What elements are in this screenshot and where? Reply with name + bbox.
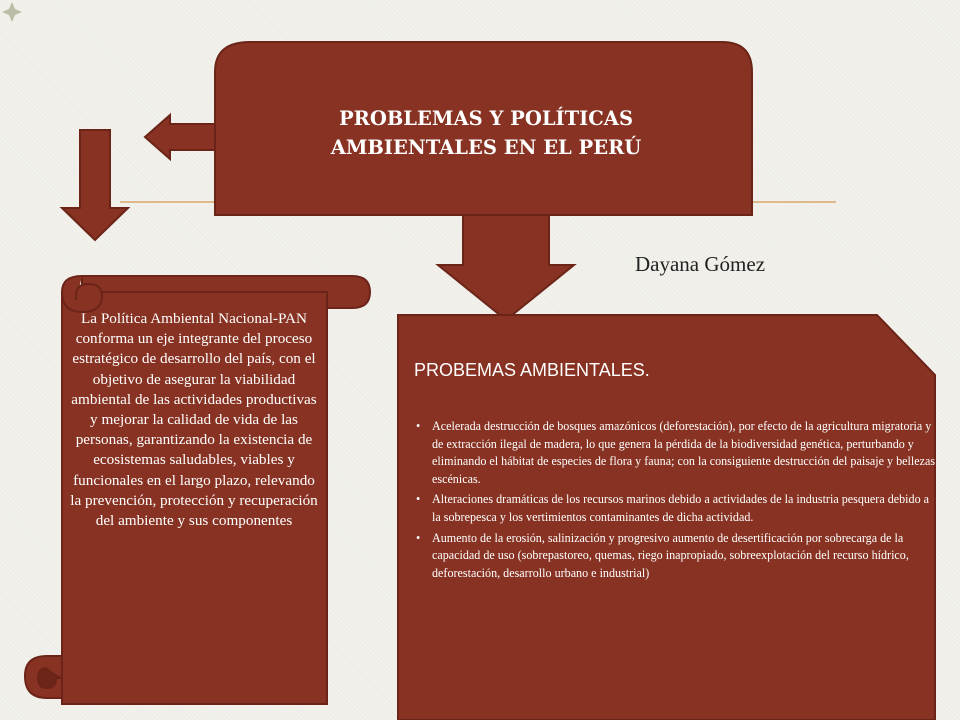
corner-marker-icon [2, 2, 22, 22]
problem-text: Alteraciones dramáticas de los recursos marinos debido a actividades de la industria pesquera debido a la sobrepesca y los vertimientos contaminantes de dicha actividad. [432, 492, 930, 524]
list-item [416, 491, 936, 526]
problems-heading: PROBEMAS AMBIENTALES. [414, 360, 650, 380]
problems-list [416, 418, 936, 585]
down-arrow-center-icon [438, 212, 574, 320]
down-arrow-left-icon [62, 130, 128, 240]
policy-text: La Política Ambiental Nacional-PAN conforma un eje integrante del proceso estratégico de desarrollo del país, con el objetivo de asegurar la viabilidad ambiental de las actividades productivas y mejorar la calidad de vida de las personas, garantizando la existencia de ecosistemas saludables, viables y funcionales en el largo plazo, relevando la prevención, protección y recuperación del ambiente y sus componentes [70, 310, 318, 530]
bullet-icon: • [416, 492, 421, 507]
left-arrow-icon [145, 115, 220, 159]
bullet-icon: • [416, 530, 421, 545]
problem-text: Acelerada destrucción de bosques amazónicos (deforestación), por efecto de la agricultura migratoria y de extracción ilegal de madera, lo que genera la pérdida de la biodiversidad genética, perturbando y eliminando el hábitat de especies de flora y fauna; con la consiguiente destrucción del paisaje y bellezas escénicas. [432, 419, 936, 486]
author-name: Dayana Gómez [635, 252, 766, 276]
page-title: PROBLEMAS Y POLÍTICAS AMBIENTALES EN EL PERÚ [330, 107, 642, 159]
problem-text: Aumento de la erosión, salinización y progresivo aumento de desertificación por sobrecarga de la capacidad de uso (sobrepastoreo, quemas, riego inapropiado, sobreexplotación del recurso hídrico, deforestación, desarrollo urbano e industrial) [432, 530, 909, 580]
list-item [416, 530, 936, 583]
bullet-icon: • [416, 419, 421, 433]
list-item [416, 418, 936, 488]
